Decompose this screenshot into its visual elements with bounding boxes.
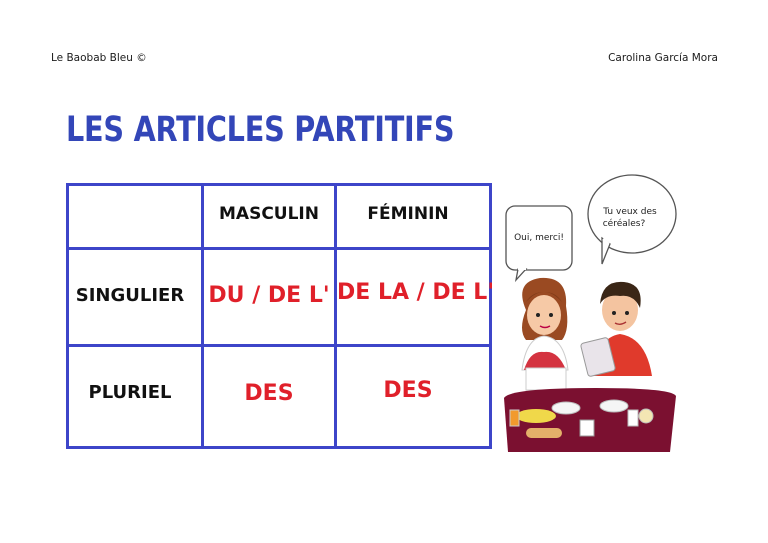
cell-singulier-masculin-value: DU / DE L' — [208, 283, 330, 308]
table-row-singulier — [68, 249, 491, 346]
breakfast-couple-illustration — [496, 170, 686, 460]
cell-singulier-feminin — [336, 249, 495, 346]
table-row-pluriel — [68, 346, 491, 448]
breakfast-table — [504, 388, 676, 452]
cell-singulier-masculin — [203, 249, 336, 346]
column-header-masculin-label: MASCULIN — [219, 204, 319, 224]
column-header-feminin-label: FÉMININ — [367, 204, 449, 224]
girl-figure — [522, 278, 568, 390]
header-left-text: Le Baobab Bleu © — [51, 52, 147, 64]
cell-pluriel-feminin — [336, 346, 491, 448]
table-header-row — [68, 185, 491, 249]
column-header-masculin — [203, 185, 336, 249]
boy-figure — [580, 282, 652, 377]
table-corner-cell — [68, 185, 203, 249]
partitive-articles-table — [66, 183, 495, 449]
row-header-pluriel-label: PLURIEL — [88, 382, 172, 403]
row-header-singulier-label: SINGULIER — [75, 285, 185, 306]
cell-pluriel-masculin — [203, 346, 336, 448]
cell-pluriel-feminin-value: DES — [383, 378, 433, 403]
column-header-feminin — [336, 185, 491, 249]
page-title: LES ARTICLES PARTITIFS — [66, 110, 455, 150]
row-header-singulier — [68, 249, 203, 346]
cell-singulier-feminin-value: DE LA / DE L' — [337, 280, 495, 305]
cell-pluriel-masculin-value: DES — [244, 381, 294, 406]
bubble-boy-text-line2: céréales? — [602, 219, 646, 229]
bubble-boy-text-line1: Tu veux des — [603, 207, 657, 217]
bubble-girl-text: Oui, merci! — [514, 233, 564, 243]
header-right-text: Carolina García Mora — [608, 52, 718, 64]
row-header-pluriel — [68, 346, 203, 448]
speech-bubble-girl — [506, 206, 572, 280]
speech-bubble-boy — [588, 175, 676, 264]
